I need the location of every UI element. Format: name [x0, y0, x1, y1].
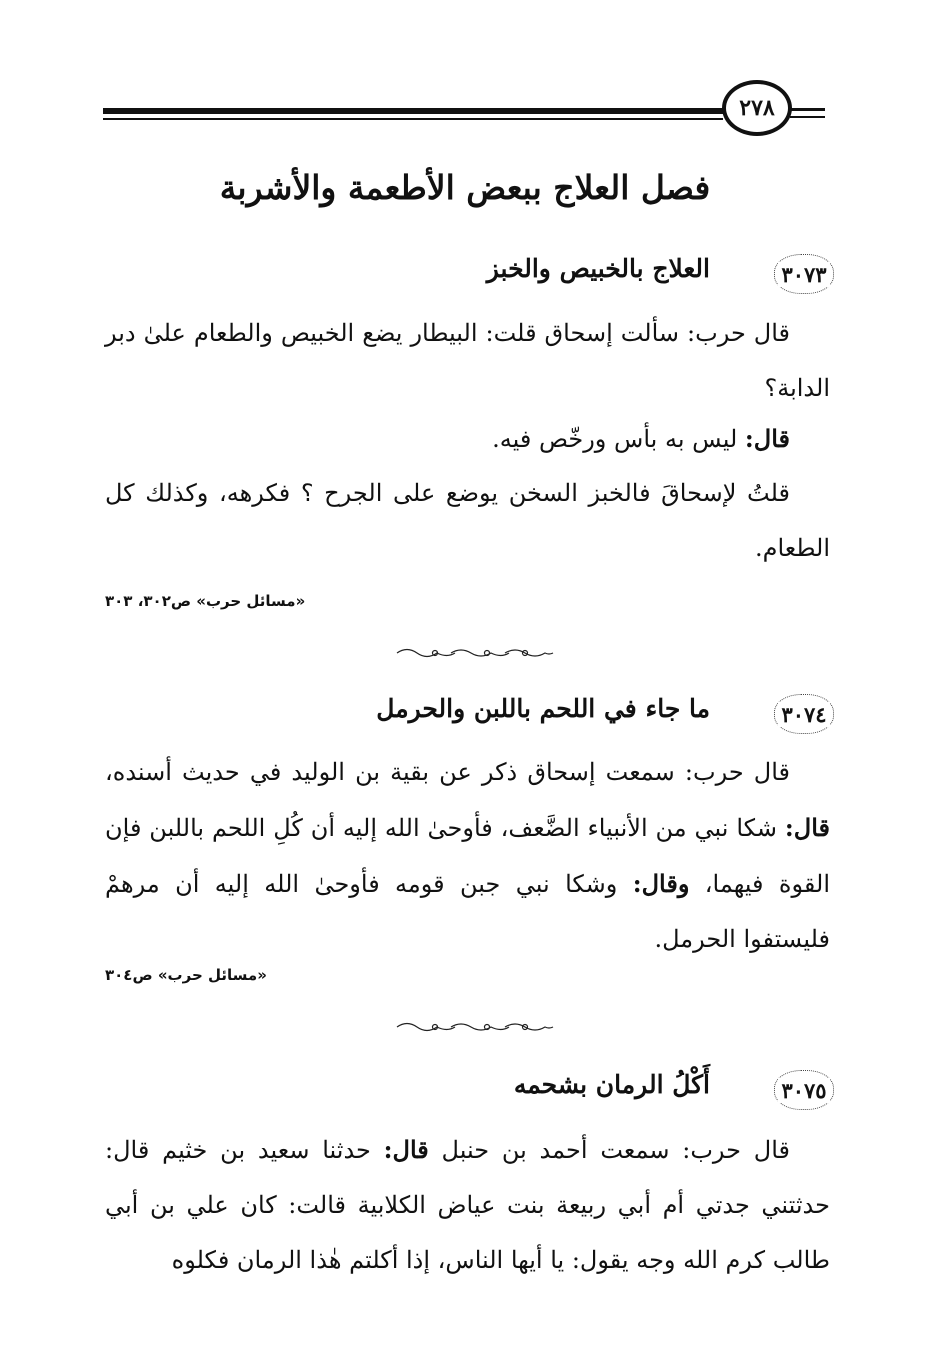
section-header [100, 690, 840, 738]
source-reference: «مسائل حرب» ص٣٠٢، ٣٠٣ [105, 592, 306, 610]
header-rule-thin [103, 118, 723, 120]
section-title: أَكْلُ الرمان بشحمه [513, 1070, 710, 1099]
ornament-divider [395, 1020, 555, 1034]
header-rule-right-thin [790, 116, 825, 118]
chapter-title: فصل العلاج ببعض الأطعمة والأشربة [219, 168, 711, 207]
paragraph: قال: ليس به بأس ورخّص فيه. [492, 424, 790, 453]
paragraph: قال حرب: سمعت إسحاق ذكر عن بقية بن الوليد في حديث أسنده، قال: شكا نبي من الأنبياء الضَّعف، فأوحىٰ الله إليه أن كُلِ اللحم باللبن فإن القوة فيهما، وقال: وشكا نبي جبن قومه فأوحىٰ الله إليه أن مرهمْ فليستفوا الحرمل. [105, 758, 831, 953]
paragraph: قال حرب: سألت إسحاق قلت: البيطار يضع الخبيص والطعام علىٰ دبر الدابة؟ [105, 319, 830, 402]
header-rule [103, 108, 723, 114]
ornament-divider [395, 646, 555, 660]
header-rule-right [790, 108, 825, 111]
section-number-badge: ٣٠٧٤ [768, 690, 840, 738]
page-number: ٢٧٨ [722, 80, 792, 136]
paragraph: قلتُ لإسحاقَ فالخبز السخن يوضع على الجرح ؟ فكرهه، وكذلك كل الطعام. [105, 479, 830, 562]
section-title: العلاج بالخبيص والخبز [486, 254, 710, 283]
section-number-badge: ٣٠٧٥ [768, 1066, 840, 1114]
source-reference: «مسائل حرب» ص٣٠٤ [105, 966, 267, 984]
paragraph: قال حرب: سمعت أحمد بن حنبل قال: حدثنا سعيد بن خثيم قال: حدثتني جدتي أم أبي ربيعة بنت عياض الكلابية قالت: كان علي بن أبي طالب كرم الله وجه يقول: يا أيها الناس، إذا أكلتم هٰذا الرمان فكلوه [105, 1135, 830, 1274]
section-header [100, 250, 840, 298]
section-header [100, 1066, 840, 1114]
section-number-badge: ٣٠٧٣ [768, 250, 840, 298]
section-title: ما جاء في اللحم باللبن والحرمل [376, 694, 710, 723]
